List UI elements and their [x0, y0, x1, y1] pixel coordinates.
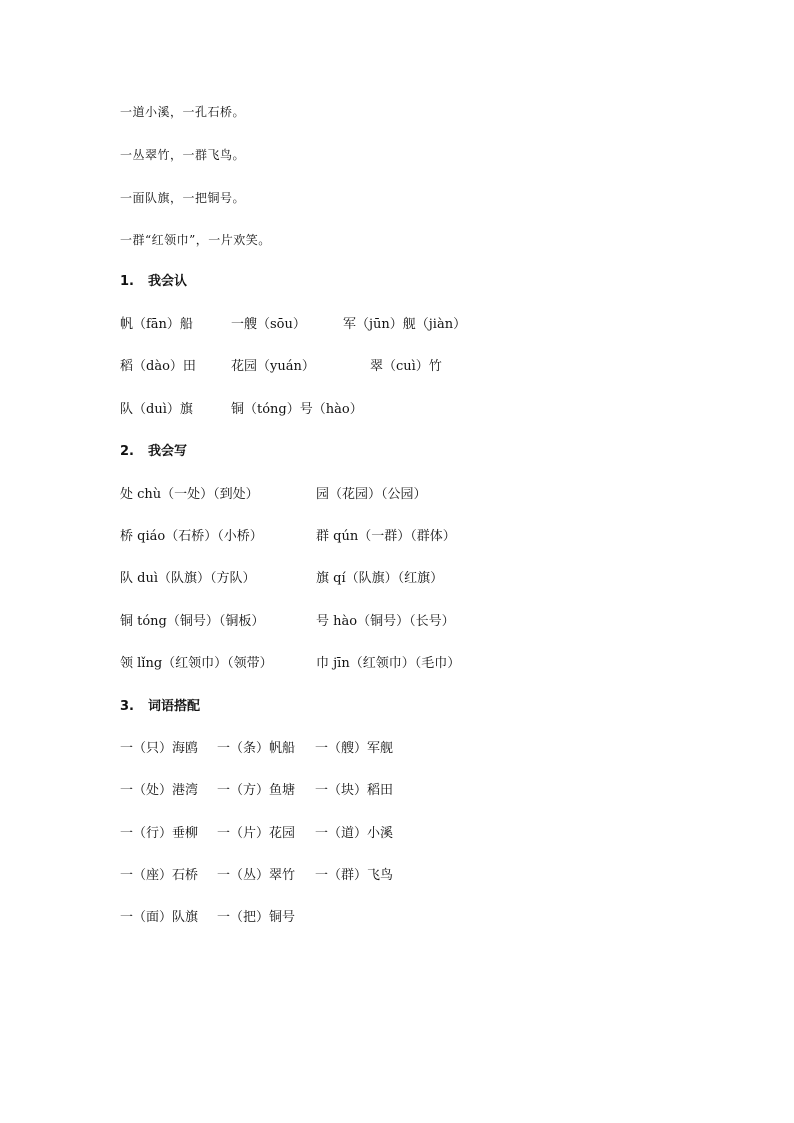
- measure-word-item: 一（处）港湾: [120, 783, 199, 798]
- section-heading: [120, 443, 187, 461]
- measure-word-item: 一（群）飞鸟: [315, 868, 394, 883]
- write-item: 巾 jīn（红领巾）（毛巾）: [316, 656, 461, 671]
- write-item: 群 qún（一群）（群体）: [316, 529, 456, 544]
- pinyin-item: 花园（yuán）: [231, 359, 315, 374]
- write-item: 队 duì（队旗）（方队）: [120, 571, 256, 586]
- write-item: 旗 qí（队旗）（红旗）: [316, 571, 444, 586]
- section-heading: [120, 273, 187, 291]
- section-title: 我会认: [148, 274, 188, 289]
- measure-word-item: 一（块）稻田: [315, 783, 394, 798]
- measure-word-item: 一（片）花园: [217, 826, 296, 841]
- measure-word-item: 一（面）队旗: [120, 910, 199, 925]
- intro-line: 一道小溪，一孔石桥。: [120, 105, 246, 119]
- write-item: 铜 tóng（铜号）（铜板）: [120, 614, 265, 629]
- pinyin-item: 稻（dào）田: [120, 359, 196, 374]
- pinyin-item: 一艘（sōu）: [231, 317, 306, 332]
- measure-word-item: 一（道）小溪: [315, 826, 394, 841]
- section-number: 2.: [120, 444, 134, 459]
- measure-word-item: 一（只）海鸥: [120, 741, 199, 756]
- write-item: 处 chù（一处）（到处）: [120, 487, 259, 502]
- intro-line: 一丛翠竹，一群飞鸟。: [120, 148, 246, 162]
- measure-word-item: 一（方）鱼塘: [217, 783, 296, 798]
- section-number: 1.: [120, 274, 134, 289]
- measure-word-item: 一（艘）军舰: [315, 741, 394, 756]
- measure-word-item: 一（行）垂柳: [120, 826, 199, 841]
- pinyin-item: 铜（tóng）号（hào）: [231, 402, 363, 417]
- measure-word-item: 一（丛）翠竹: [217, 868, 296, 883]
- section-number: 3.: [120, 699, 134, 714]
- write-item: 园（花园）（公园）: [316, 487, 427, 502]
- pinyin-item: 帆（fān）船: [120, 317, 193, 332]
- measure-word-item: 一（座）石桥: [120, 868, 199, 883]
- measure-word-item: 一（把）铜号: [217, 910, 296, 925]
- pinyin-item: 军（jūn）舰（jiàn）: [343, 317, 467, 332]
- section-heading: [120, 698, 200, 716]
- write-item: 领 lǐng（红领巾）（领带）: [120, 656, 273, 671]
- section-title: 词语搭配: [148, 699, 201, 714]
- write-item: 号 hào（铜号）（长号）: [316, 614, 455, 629]
- write-item: 桥 qiáo（石桥）（小桥）: [120, 529, 263, 544]
- intro-line: 一群“红领巾”，一片欢笑。: [120, 233, 271, 247]
- pinyin-item: 翠（cuì）竹: [370, 359, 442, 374]
- measure-word-item: 一（条）帆船: [217, 741, 296, 756]
- pinyin-item: 队（duì）旗: [120, 402, 193, 417]
- intro-line: 一面队旗，一把铜号。: [120, 191, 246, 205]
- section-title: 我会写: [148, 444, 188, 459]
